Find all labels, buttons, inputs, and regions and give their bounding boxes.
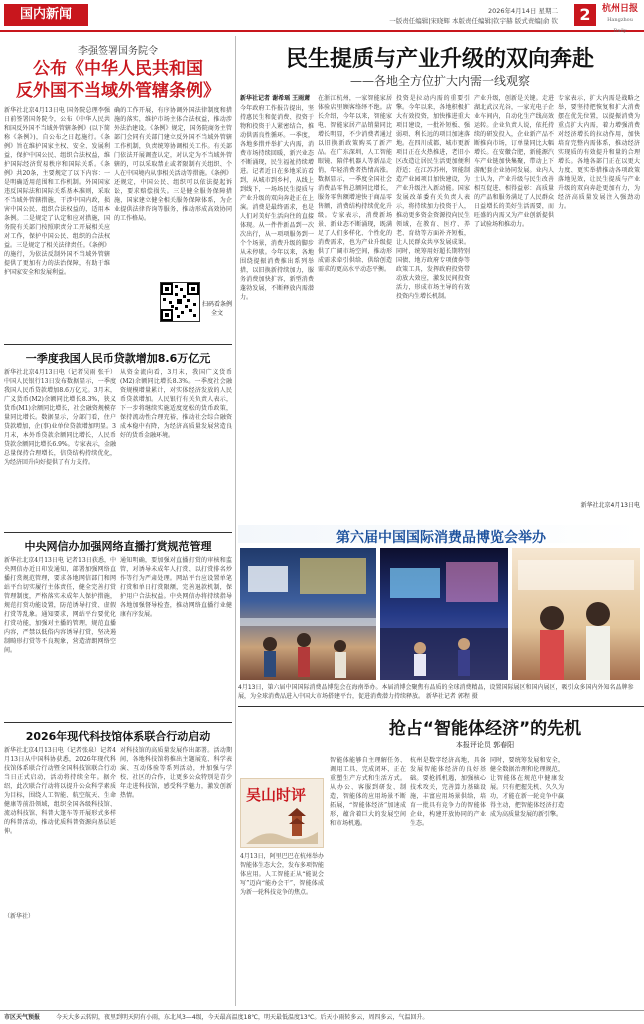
article4-body: 新华社北京4月13日电（记者张泉）记者4月13日从中国科协获悉，2026年现代科技馆体系联合行动暨全国科技馆联合行动当日正式启动，活动将持续全年。据介绍，此次联合行动将以提升公众科学素质为目标，围绕人工智能、航空航天、生命健康等前沿领域，组织全国各级科技馆、流动科技馆、科普大篷车等开展形式多样的科普活动，推动优质科普资源向基层延伸。 (4, 747, 116, 835)
lead-body-col1: 今年政府工作报告提出，坚持惠民生和促消费、投资于物和投资于人紧密结合，推动供需良性循环。一季度，各地多措并举扩大内需，消费市场持续回暖，新兴业态不断涌现，民生福祉持续增进。记者近日在多地采访看到，从城市到乡村，从线上到线下，一场场民生提质与产业升级的双向奔赴正在上演。消费是最终需求，也是人们对美好生活向往的直接体现。从一件件新品到一次次出行，从一项项服务到一个个场景，消费升级的脚步从未停歇。今年以来，各地围绕提振消费推出系列举措，以旧换新持续加力，服务消费加快扩容，新型消费蓬勃发展，不断释放内需潜力。 (240, 105, 314, 301)
pagoda-illustration (246, 806, 318, 844)
photo-expo-hall-image (240, 548, 376, 680)
header-info (389, 6, 558, 26)
weather-text: 今天大多云转阴，夜里到明天阴有小雨，东北风3—4级，今天最高温度18℃，明天最低温度13℃。后天小雨转多云，周四多云，气温回升。 (56, 1014, 429, 1021)
pagoda-icon (246, 806, 318, 844)
section-label: 国内新闻 (4, 4, 88, 26)
article3-body-continued: 通知明确，要加强对直播打赏的审核和监管，对诱导未成年人打赏、以打赏排名炒作等行为严肃处理。网站平台应设置单笔打赏和单日打赏限额，完善退款机制，保护用户合法权益。中央网信办将持续指导各地加强督导检查，推动网络直播行业健康有序发展。 (120, 557, 232, 618)
commentary-author: 本报评论员 郭春阳 (455, 741, 515, 749)
qr-code-icon (161, 283, 199, 321)
article1-body-tail (114, 278, 154, 338)
divider-3 (4, 722, 232, 723)
lead-title: 民生提质与产业升级的双向奔赴 (285, 47, 594, 72)
weather-label: 市区天气预报 (4, 1014, 41, 1021)
article2-body: 新华社北京4月13日电（记者吴雨 张千）中国人民银行13日发布数据显示，一季度我国人民币贷款增加8.6万亿元。3月末，广义货币(M2)余额同比增长8.3%，狭义货币(M1)余额同比增长，社会融资规模存量同比增长。数据显示，分部门看，住户贷款增加，企(事)业单位贷款增加明显。3月末，本外币贷款余额同比增长，人民币贷款余额同比增长6.9%。专家表示，金融总量保持合理增长，信贷结构持续优化，为经济回升向好提供了有力支持。 (4, 369, 116, 466)
commentary-body-col3: 杭州是数字经济高地，具备发展智能体经济的良好基础。要抢抓机遇，加强核心技术攻关，完善算力基础设施，丰富应用场景供给，培育一批具有竞争力的智能体企业，构建开放协同的产业生态。 (410, 757, 486, 827)
lead-body-col2: 在浙江杭州，一家智能家居体验店里顾客络绎不绝。店长介绍，今年以来，智能家电、智能家居产品销量同比增长明显，不少消费者通过以旧换新政策购买了新产品。在广东深圳，人工智能眼镜、陪伴机器人等新品走俏，年轻消费者热情高涨。数据显示，一季度全国社会消费品零售总额同比增长，服务零售额增速快于商品零售额，消费结构持续优化升级。专家表示，消费新场景、新业态不断涌现，既满足了人们多样化、个性化的消费需求，也为产业升级提供了广阔市场空间，推动形成需求牵引供给、供给创造需求的更高水平动态平衡。 (318, 95, 392, 273)
column-rule (235, 36, 236, 1006)
article2-body-continued: 从资金流向看，3月末，我国广义货币(M2)余额同比增长8.3%。一季度社会融资规模增量累计，对实体经济发放的人民币贷款增加。人民银行有关负责人表示，下一步将继续实施适度宽松的货币政策，保持流动性合理充裕，推动社会综合融资成本稳中有降，为经济高质量发展营造良好的货币金融环境。 (120, 369, 232, 439)
column-badge-title: 吴山时评 (246, 786, 307, 804)
divider-1 (4, 344, 232, 345)
page-number: 2 (574, 4, 596, 26)
article4-body-continued: 对科技馆的高质量发展作出部署。活动期间，各地科技馆将推出主题展览、科学表演、互动体验等系列活动，并加强与学校、社区的合作，让更多公众特别是青少年走进科技馆，感受科学魅力，激发创新热情。 (120, 747, 232, 799)
lead-byline: 新华社记者 谢希瑶 王雨萧 (240, 95, 311, 102)
divider-2 (4, 532, 232, 533)
masthead-logo (600, 4, 640, 37)
photo-night-exhibit-image (380, 548, 508, 680)
lead-body-col4: 产业升级，创新是关键。走进湖北武汉光谷，一家光电子企业车间内，自动化生产线高效运转。企业负责人说，依托持续的研发投入，企业新产品不断推向市场，订单量同比大幅增长。在安徽合肥，新能源汽车产业链加快集聚，带动上下游配套企业协同发展。业内人士认为，产业升级与民生改善相互促进、相得益彰：高质量的产品和服务满足了人民群众日益增长的美好生活需要，而旺盛的内需又为产业创新提供了试验场和推动力。 (474, 95, 554, 228)
article1-body-continued: 确的工作开展，有序协调外国法律制度和措施的落实，维护市场主体合法权益，推动涉外法治建设。《条例》规定，国务院商务主管部门会同有关部门建立反外国不当域外管辖工作机制，负责统筹协调相关工作。有关部门依法开展调查认定，对认定为不当域外管辖的，可以采取禁止或者限制有关组织、个人在中国境内从事相关活动等措施。《条例》还规定，中国公民、组织可以依法提起诉讼，要求赔偿损失。三是健全服务保障措施，国家建立健全相关服务保障体系，为企业提供法律咨询等服务，推动形成高效协同的工作格局。 (114, 107, 232, 222)
commentary-body-col4: 同时，要统筹发展和安全，健全数据治理和伦理规范，让智能体在规范中健康发展。只有把握先机、久久为功，才能在新一轮竞争中赢得主动，把智能体经济打造成为高质量发展的新引擎。 (490, 757, 564, 818)
lead-body-col3: 投资是拉动内需的重要引擎。今年以来，各地积极扩大有效投资，加快推进重大项目建设，一批补短板、强弱项、利长远的项目加速落地。在四川成都，城市更新项目正在火热推进，老旧小区改造让居民生活更加便利舒适；在江苏苏州，智能制造产业园项目加快建设，为产业升级注入新动能。国家发展改革委有关负责人表示，将持续加力投资于人，推动更多资金资源投向民生领域，在教育、医疗、养老、育幼等方面补齐短板，让人民群众共享发展成果。同时，统筹用好超长期特别国债、地方政府专项债券等政策工具，发挥政府投资带动放大效应，激发民间投资活力，形成市场主导的有效投资内生增长机制。 (396, 95, 470, 300)
photo-visitors-image (512, 548, 640, 680)
masthead-title: 杭州日报 (601, 4, 638, 14)
article1-title (4, 58, 232, 102)
article1-kicker: 李强签署国务院令 (78, 46, 158, 57)
divider-4 (238, 706, 644, 707)
photo-expo-hall (240, 548, 376, 680)
header-date: 2026年4月14日 星期二 (487, 7, 558, 15)
article4-source: （新华社） (4, 913, 35, 920)
commentary-title: 抢占“智能体经济”的先机 (388, 719, 582, 739)
article1-title-line1: 公布《中华人民共和国 (33, 59, 203, 79)
lead-subtitle: ——各地全方位扩大内需一线观察 (349, 74, 530, 88)
article2-title: 一季度我国人民币贷款增加8.6万亿元 (25, 352, 211, 365)
lead-body-col5: 专家表示，扩大内需是战略之举，要坚持把恢复和扩大消费摆在优先位置，以提振消费为重点扩大内需，着力增强消费对经济增长的拉动作用，加快培育完整内需体系，推动经济实现质的有效提升和量的合理增长。各地各部门正在以更大力度、更实举措推动各项政策落地见效，让民生提质与产业升级的双向奔赴更加有力，为经济高质量发展注入强劲动力。 (558, 95, 640, 210)
photo-visitors (512, 548, 640, 680)
commentary-body-col2: 智能体能够自主理解任务、调用工具、完成闭环，正在重塑生产方式和生活方式。从办公、客服到研发、制造，智能体的应用场景不断拓展，“智能体经济”加速成形，蕴含着巨大的发展空间和市场机遇。 (330, 757, 406, 827)
weather-footer (0, 1010, 644, 1024)
article3-body: 新华社北京4月13日电 记者13日获悉，中央网信办近日印发通知，部署加强网络直播打赏规范管理，要求各地网信部门和网站平台切实履行主体责任，健全完善打赏管理制度，严格落实未成年人保护措施，规范打赏功能设置，防范诱导打赏、虚假打赏等乱象。通知要求，网站平台要优化打赏功能，加强对主播的管理，规范直播内容，严禁以低俗内容诱导打赏，坚决遏制畸形打赏等不良现象，营造清朗网络空间。 (4, 557, 116, 654)
article4-title: 2026年现代科技馆体系联合行动启动 (25, 730, 211, 743)
masthead-subtitle: Hangzhou Daily (607, 17, 633, 34)
photo-caption: 4月13日，第六届中国国际消费品博览会在海南举办。本届消博会聚焦有品质的全球消费精品，设置国际展区和国内展区，吸引众多国内外知名品牌参展，为全球消费品进入中国大市场搭建平台，促进消费潜力持续释放。 新华社记者 郭程 摄 (238, 684, 634, 700)
qr-caption: 扫码看条例全文 (202, 301, 233, 317)
article1-title-line2: 反外国不当域外管辖条例》 (16, 81, 220, 101)
commentary-body-col1: 4月13日，阿里巴巴在杭州举办智能体生态大会，发布多项智能体应用。人工智能正从“能说会写”迈向“能办会干”，智能体成为新一轮科技竞争的焦点。 (240, 853, 324, 896)
commentary-body-col5 (568, 756, 640, 1004)
lead-signoff: 新华社北京4月13日电 (580, 502, 640, 509)
header-editors: 一版责任编辑|宋晓辉 本版责任编辑|钦宇赫 版式责编|俞 钦 (389, 17, 558, 25)
article1-body: 新华社北京4月13日电 国务院总理李强日前签署国务院令，公布《中华人民共和国反外国不当域外管辖条例》(以下简称《条例》)，自公布之日起施行。《条例》旨在维护国家主权、安全、发展利益，保护中国公民、组织合法权益，维护国际经济贸易秩序和国际关系。《条例》共20条，主要规定了以下内容：一是明确适用范围和工作机制。外国国家违反国际法和国际关系基本准则，采取不当域外管辖措施，干涉中国内政，损害中国公民、组织合法权益的，适用本条例。二是规定了认定和应对措施，国务院有关部门按照职责分工开展相关应对工作，保护中国公民、组织的合法权益。三是规定了相关法律责任。《条例》的施行，为依法反制外国不当域外管辖提供了更加有力的法治保障，有助于维护国家安全和发展利益。 (4, 107, 110, 276)
page-header (0, 0, 644, 32)
article3-title: 中央网信办加强网络直播打赏规范管理 (24, 540, 212, 553)
photo-title: 第六届中国国际消费品博览会举办 (336, 530, 546, 546)
qr-code[interactable] (160, 282, 200, 322)
photo-night-exhibit (380, 548, 508, 680)
